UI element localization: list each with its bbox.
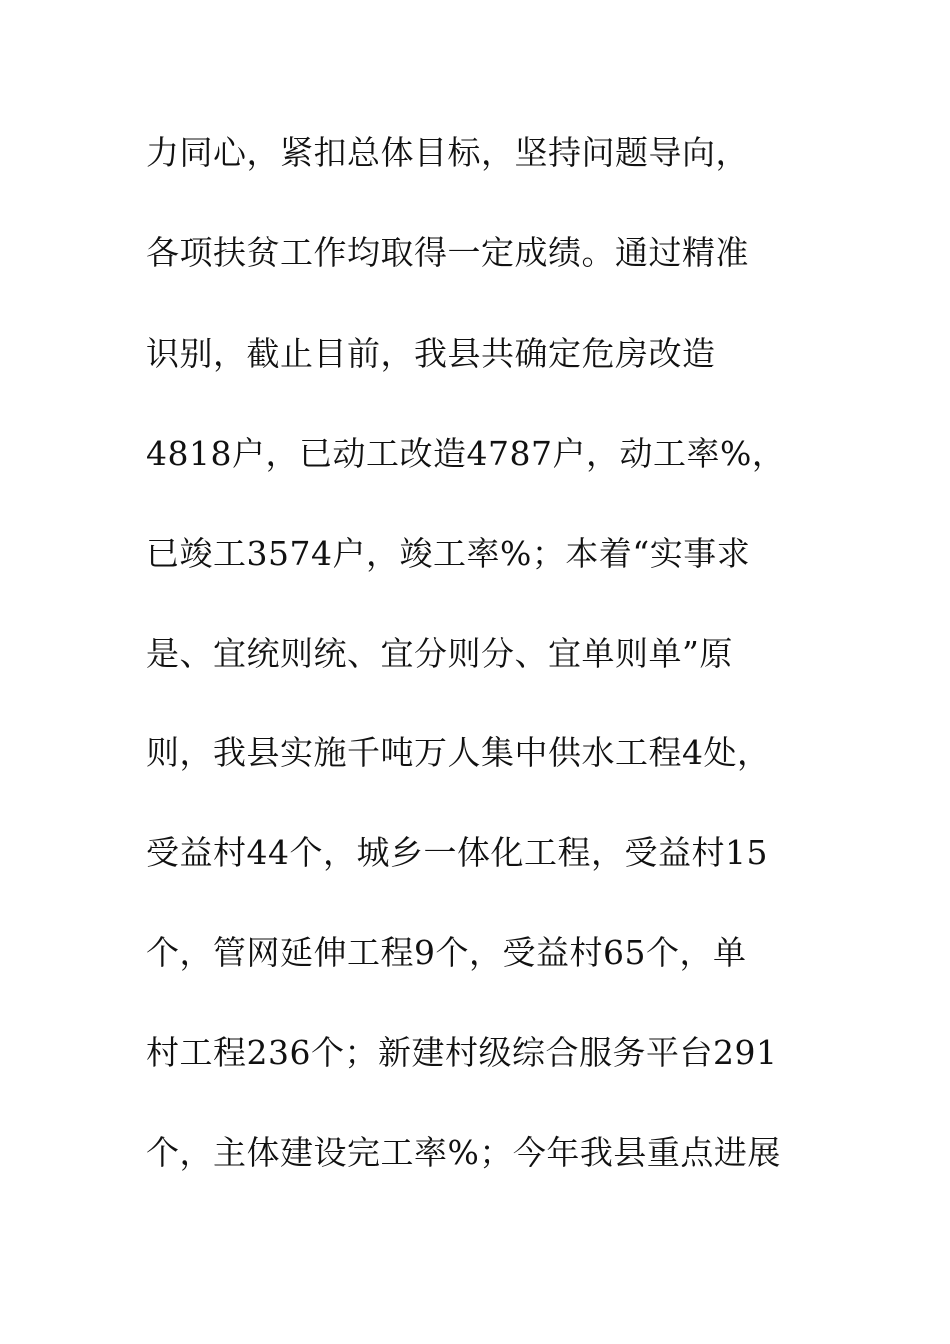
body-text-line: 识别，截止目前，我县共确定危房改造 — [146, 334, 716, 373]
body-text-line: 则，我县实施千吨万人集中供水工程4处， — [146, 733, 771, 772]
body-text-line: 个，管网延伸工程9个，受益村65个，单 — [146, 933, 747, 972]
body-text-line: 村工程236个；新建村级综合服务平台291 — [146, 1033, 778, 1072]
body-text-line: 受益村44个，城乡一体化工程，受益村15 — [146, 833, 768, 872]
body-text-line: 4818户，已动工改造4787户，动工率%， — [146, 434, 786, 473]
body-text-line: 是、宜统则统、宜分则分、宜单则单”原 — [146, 634, 733, 673]
body-text-line: 各项扶贫工作均取得一定成绩。通过精准 — [146, 233, 749, 272]
body-text-line: 已竣工3574户，竣工率%；本着“实事求 — [146, 534, 751, 573]
body-text-line: 个，主体建设完工率%；今年我县重点进展 — [146, 1133, 781, 1172]
body-text-line: 力同心，紧扣总体目标，坚持问题导向， — [146, 133, 749, 172]
